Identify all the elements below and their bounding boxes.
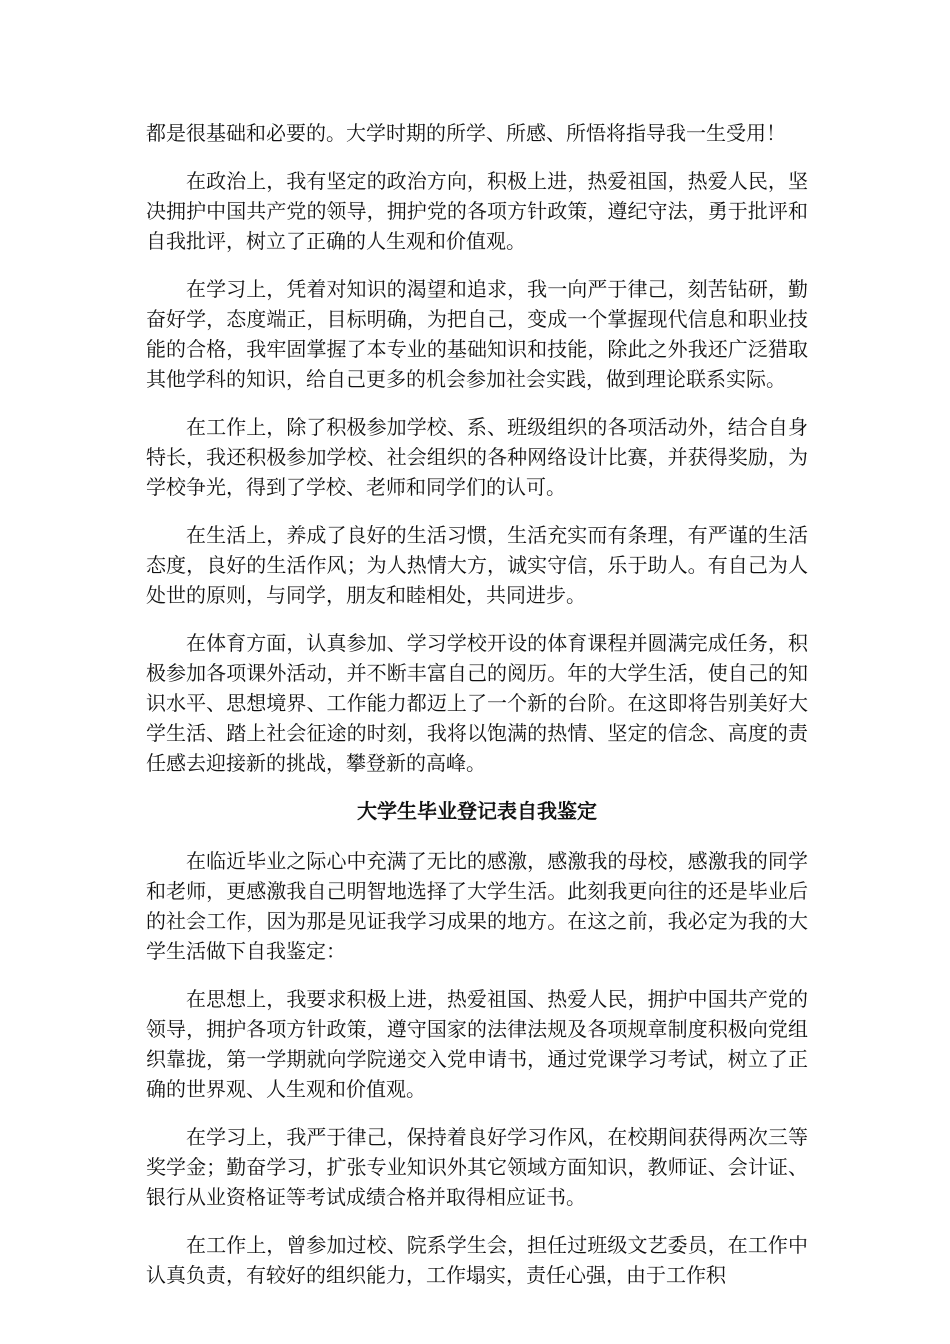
intro-paragraph: 都是很基础和必要的。大学时期的所学、所感、所悟将指导我一生受用！ [146,121,786,145]
learning-paragraph: 在学习上，我严于律己，保持着良好学习作风，在校期间获得两次三等奖学金；勤奋学习，扩张专业知识外其它领域方面知识，教师证、会计证、银行从业资格证等考试成绩合格并取得相应证书。 [146,1125,808,1209]
sports-paragraph: 在体育方面，认真参加、学习学校开设的体育课程并圆满完成任务，积极参加各项课外活动，并不断丰富自己的阅历。年的大学生活，使自己的知识水平、思想境界、工作能力都迈上了一个新的台阶。在这即将告别美好大学生活、踏上社会征途的时刻，我将以饱满的热情、坚定的信念、高度的责任感去迎接新的挑战，攀登新的高峰。 [146,631,808,775]
thought-paragraph: 在思想上，我要求积极上进，热爱祖国、热爱人民，拥护中国共产党的领导，拥护各项方针政策，遵守国家的法律法规及各项规章制度积极向党组织靠拢，第一学期就向学院递交入党申请书，通过党课学习考试，树立了正确的世界观、人生观和价值观。 [146,987,808,1101]
life-paragraph: 在生活上，养成了良好的生活习惯，生活充实而有条理，有严谨的生活态度，良好的生活作风；为人热情大方，诚实守信，乐于助人。有自己为人处世的原则，与同学，朋友和睦相处，共同进步。 [146,523,808,607]
study-paragraph: 在学习上，凭着对知识的渴望和追求，我一向严于律己，刻苦钻研，勤奋好学，态度端正，目标明确，为把自己，变成一个掌握现代信息和职业技能的合格，我牢固掌握了本专业的基础知识和技能，除此之外我还广泛猎取其他学科的知识，给自己更多的机会参加社会实践，做到理论联系实际。 [146,277,808,391]
gratitude-paragraph: 在临近毕业之际心中充满了无比的感激，感激我的母校，感激我的同学和老师，更感激我自己明智地选择了大学生活。此刻我更向往的还是毕业后的社会工作，因为那是见证我学习成果的地方。在这之前，我必定为我的大学生活做下自我鉴定： [146,849,808,963]
section-title: 大学生毕业登记表自我鉴定 [357,799,597,823]
job-paragraph: 在工作上，曾参加过校、院系学生会，担任过班级文艺委员，在工作中认真负责，有较好的组织能力，工作塌实，责任心强，由于工作积 [146,1233,808,1287]
politics-paragraph: 在政治上，我有坚定的政治方向，积极上进，热爱祖国，热爱人民，坚决拥护中国共产党的领导，拥护党的各项方针政策，遵纪守法，勇于批评和自我批评，树立了正确的人生观和价值观。 [146,169,808,253]
document-page [146,118,808,1308]
work-paragraph: 在工作上，除了积极参加学校、系、班级组织的各项活动外，结合自身特长，我还积极参加学校、社会组织的各种网络设计比赛，并获得奖励，为学校争光，得到了学校、老师和同学们的认可。 [146,415,808,499]
